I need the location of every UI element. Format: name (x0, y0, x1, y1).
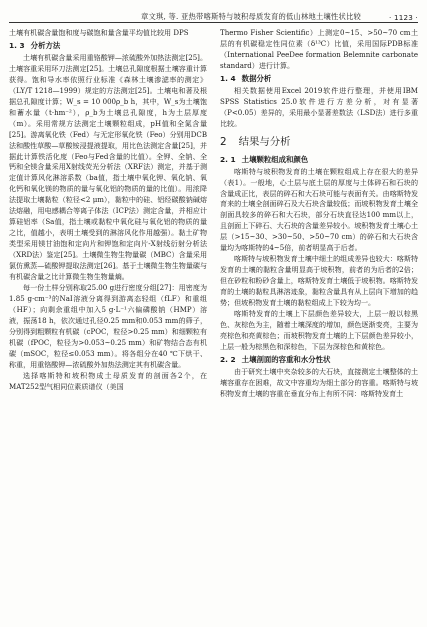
section-title: 结果与分析 (238, 135, 291, 148)
running-header (9, 7, 418, 23)
section-title: 数据分析 (241, 73, 272, 83)
section-heading-2-1 (220, 154, 418, 166)
right-column (220, 28, 418, 400)
section-heading-2 (220, 135, 418, 150)
paragraph-top: 土壤有机碳含量饱和度与碳饱和量含量平均值比较用 DPS (9, 28, 189, 37)
section-title: 土壤颗粒组成和颜色 (241, 154, 309, 164)
paragraph-fine-soil: 喀斯特与坡积物发育土壤中细土的组成差异也较大：喀斯特发育的土壤的黏粒含量明显高于坡积物，前者的为后者的2倍；但在砂粒和粉砂含量上，喀斯特发育土壤低于坡积物。喀斯特发育的土壤的黏粒具淋溶迹象，黏粒含量具有从上层向下增加的趋势；但坡积物发育土壤的黏粒组成上下较为均一。 (220, 254, 418, 308)
paragraph-isotope: 选择喀斯特和坡积物成土母质发育的剖面各2个，在MAT252型气相同位素质谱仪（美国 (9, 370, 207, 391)
section-number: 2. 1 (220, 154, 236, 164)
paragraph-soil-color: 喀斯特发育的土壤上下层颜色差异较大，上层一般以棕黑色、灰棕色为主，随着土壤深度的增加，颜色逐渐变亮，主要为亮棕色和亮黄棕色；而坡积物发育土壤的上下层颜色差异较小，上层一般为棕黑色和深棕色，下层为深棕色和黄棕色。 (220, 309, 418, 351)
running-title: 章文琪, 等. 亚热带喀斯特与坡积母质发育的低山林地土壤性状比较 (140, 12, 361, 21)
section-heading-1-3 (9, 40, 207, 52)
left-column (9, 28, 207, 400)
section-heading-2-2 (220, 354, 418, 366)
paragraph-density-fractionation: 每一份土样分别称取25.00 g进行密度分组[27]：用密度为1.85 g·cm⁻³的NaI溶液分离得到游离态轻组（fLF）和重组（HF）；向剩余重组中加入5 g·L⁻¹六偏磷酸钠（HMP）溶液，振荡18 h，依次通过孔径0.25 mm和0.053 mm的筛子，分别得到粗颗粒有机碳（cPOC，粒径>0.25 mm）和细颗粒有机碳（fPOC，粒径为>0.053~0.25 mm）和矿物结合态有机碳（mSOC，粒径≤0.053 mm）。将各组分在40 ℃下烘干、称重，用重铬酸钾—浓硫酸外加热法测定其有机碳含量。 (9, 282, 207, 369)
paragraph-methods: 土壤有机碳含量采用重铬酸钾—浓硫酸外加热法测定[25]。土壤容重采用环刀法测定[25]。土壤总孔隙度根据土壤容重计算获得。饱和导水率依照行业标准《森林土壤渗滤率的测定》（LY/T 1218—1999）规定的方法测定[25]。土壤电和著及根据总孔隙度计算；W_s = 10 000ρ_b h，其中，W_s为土壤饱和蓄水量（t·hm⁻²），ρ_b为土壤总孔隙度，h为土层厚度（m）。采用常规方法测定土壤颗粒组成，pH值和全氮含量[25]。游离氧化铁（Fed）与无定形氧化铁（Feo）分别用DCB法和酸性草酸—草酸铵浸提液提取，用比色法测定含量[25]，并据此计算铁活化度（Feo与Fed含量的比值）。全钾、全钠、全钙和全镁含量采用X射线荧光分析法（XRF法）测定，并基于测定值计算风化淋溶系数（ba值，指土壤中氧化钾、氧化钠、氧化钙和氧化镁的物质的量与氧化铝的物质的量的比值）。用浓降法提取土壤黏粒（粒径<2 μm），黏粒中的硅、铝经碳酸钠碱熔法熔融，用电感耦合等离子体法（ICP法）测定含量，并相应计算硅铝率（Sa值，指土壤或黏粒中氧化硅与氧化铝的物质的量之比，值越小，表明土壤受到的淋溶风化作用越强）。黏土矿物类型采用镁甘油饱和定向片和钾饱和定向片-X射线衍射分析法（XRD法）鉴定[25]。土壤微生物生物量碳（MBC）含量采用氯仿熏蒸—硫酸钾提取法测定[26]。基于土壤微生物生物量碳与有机碳含量之比计算微生物生物量熵。 (9, 52, 207, 282)
section-number: 1. 3 (9, 40, 25, 50)
section-number: 2 (220, 135, 227, 148)
paragraph-particle-composition: 喀斯特与坡积物发育的土壤在颗粒组成上存在很大的差异（表1）。一般地，心土层与底土层的厚度与土体碎石和石块的含量成正比，表层的碎石和大石块可能与表面有关。由喀斯特发育来的土壤全剖面碎石及大石块含量较低；而坡积物发育土壤全剖面具较多的碎石和大石块，部分石块直径达100 mm以上，且剖面上下碎石、大石块的含量差异较小。坡积物发育土壤心土层（>15~30、>30~50、>50~70 cm）的碎石和大石块含量均为喀斯特的4~5倍，前者明显高于后者。 (220, 166, 418, 253)
two-column-body (9, 28, 418, 400)
section-heading-1-4 (220, 73, 418, 85)
page-number: · 1123 · (388, 13, 418, 22)
section-number: 1. 4 (220, 73, 236, 83)
paragraph-isotope-continued: Thermo Fisher Scientific）上测定0~15、>50~70 cm土层的有机碳稳定性同位素（δ¹³C）比值，采用国际PDB标准（International PeeDee formation Belemnite carbonate standard）进行计算。 (220, 28, 418, 70)
paragraph-bulk-density: 由于研究土壤中夹杂较多的大石块，直接测定土壤整体的土壤容重存在困难，故文中容重均为细土部分的容重。喀斯特与坡积物发育土壤的容重在垂直分布上有所不同：喀斯特发育土 (220, 366, 418, 398)
paragraph-statistics: 相关数据使用Excel 2019软件进行整理，并使用IBM SPSS Statistics 25.0软件进行方差分析，对有显著（P<0.05）差异的，采用最小显著差数法（LSD法）进行多重比较。 (220, 85, 418, 128)
section-title: 分析方法 (30, 40, 61, 50)
section-title: 土壤剖面的容重和水分性状 (241, 354, 331, 364)
section-number: 2. 2 (220, 354, 236, 364)
